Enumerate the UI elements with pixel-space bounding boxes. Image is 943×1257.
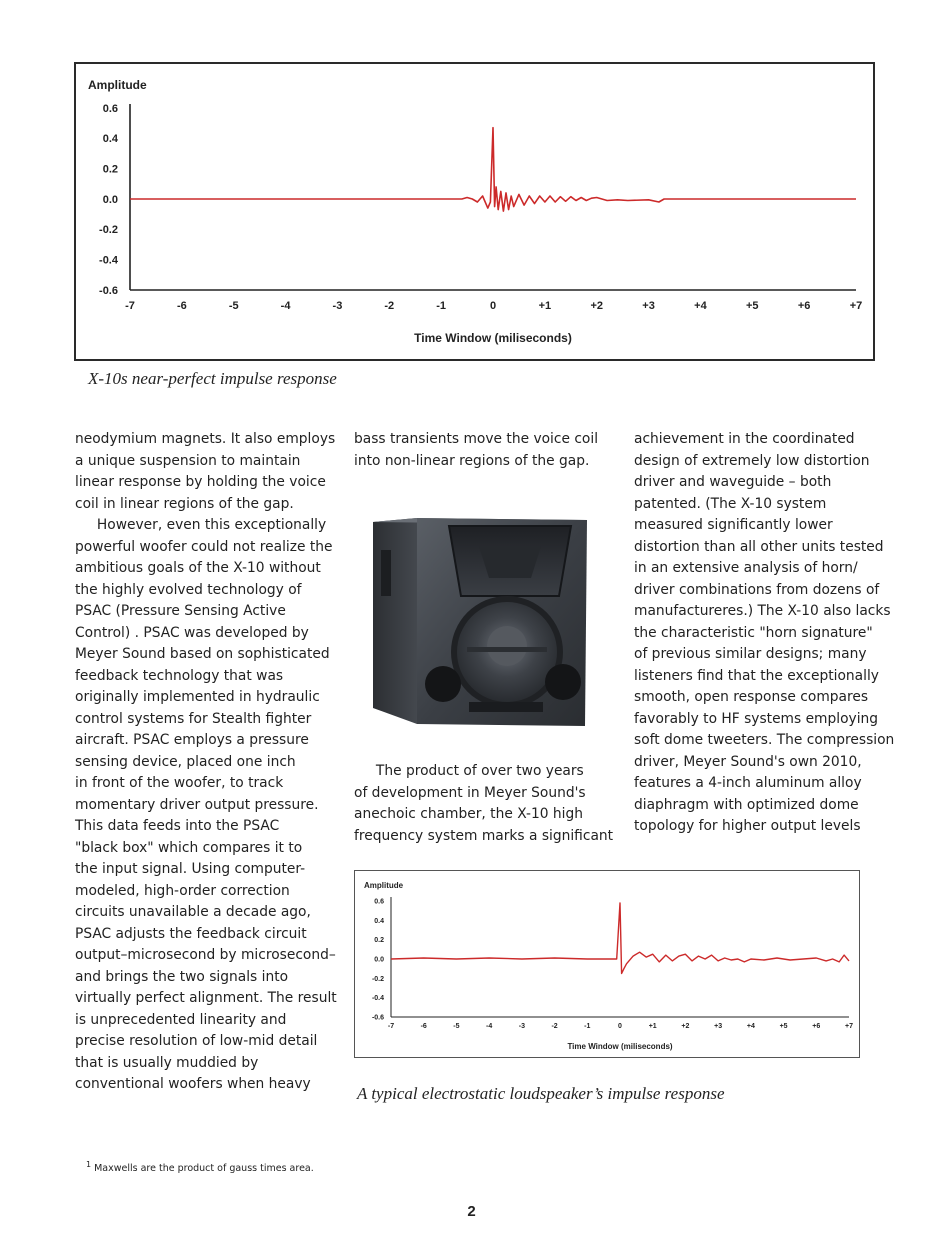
text-line: PSAC adjusts the feedback circuit (75, 925, 307, 942)
text-line: the input signal. Using computer- (75, 861, 306, 877)
x-tick-label: +2 (681, 1023, 690, 1030)
text-line: in front of the woofer, to track (75, 775, 284, 791)
text-column-3 (634, 429, 894, 838)
text-line: The product of over two years (354, 763, 584, 779)
x-tick-label: -4 (280, 300, 291, 312)
text-line: patented. (The X-10 system (634, 495, 827, 512)
x-tick-label: +5 (746, 300, 759, 312)
text-line: distortion than all other units tested (634, 538, 884, 555)
text-line: manufactureres.) The X-10 also lacks (634, 603, 891, 619)
text-line: neodymium magnets. It also employs (75, 431, 336, 447)
y-tick-label: 0.0 (102, 193, 118, 206)
x-axis-label: Time Window (miliseconds) (567, 1042, 673, 1051)
text-line: the highly evolved technology of (75, 581, 302, 598)
x-tick-label: +3 (642, 300, 655, 312)
text-column-2-bottom (354, 761, 613, 847)
y-tick-label: -0.6 (371, 1014, 384, 1022)
text-line: circuits unavailable a decade ago, (75, 904, 311, 920)
text-line: conventional woofers when heavy (75, 1076, 311, 1092)
text-line: listeners find that the exceptionally (634, 667, 879, 684)
x-tick-label: -6 (420, 1023, 427, 1030)
text-line: into non-linear regions of the gap. (354, 452, 590, 469)
text-line: control systems for Stealth fighter (75, 710, 312, 727)
text-line: of development in Meyer Sound's (354, 784, 586, 801)
x-tick-label: +1 (648, 1023, 657, 1030)
impulse-series-line (391, 903, 849, 974)
x-tick-label: -4 (486, 1023, 493, 1030)
y-tick-label: -0.2 (99, 224, 118, 237)
text-line: driver and waveguide – both (634, 474, 832, 490)
y-tick-label: 0.0 (374, 956, 384, 964)
text-line: features a 4-inch aluminum alloy (634, 775, 862, 791)
x-tick-label: +6 (812, 1023, 821, 1030)
speaker-photo (359, 516, 589, 728)
text-line: design of extremely low distortion (634, 452, 870, 469)
x-tick-label: -2 (551, 1023, 558, 1030)
text-line: PSAC (Pressure Sensing Active (75, 603, 286, 619)
x-tick-label: +5 (779, 1023, 788, 1030)
text-line: precise resolution of low-mid detail (75, 1033, 318, 1049)
text-line: bass transients move the voice coil (354, 431, 599, 447)
x-axis-label: Time Window (miliseconds) (414, 331, 572, 345)
x-tick-label: +7 (845, 1023, 853, 1030)
text-line: feedback technology that was (75, 667, 284, 684)
text-line: topology for higher output levels (634, 818, 861, 834)
x-tick-label: +4 (746, 1023, 755, 1030)
chart-svg (76, 64, 873, 359)
text-line: powerful woofer could not realize the (75, 538, 333, 555)
x-tick-label: +6 (797, 300, 811, 312)
x-tick-label: -2 (384, 300, 395, 312)
x-tick-label: -3 (518, 1023, 525, 1030)
text-line: However, even this exceptionally (75, 517, 327, 533)
text-line: measured significantly lower (634, 517, 833, 533)
x-tick-label: +4 (694, 300, 707, 312)
text-line: in an extensive analysis of horn/ (634, 560, 858, 576)
x-tick-label: -1 (584, 1023, 591, 1030)
text-line: Meyer Sound based on sophisticated (75, 646, 330, 662)
text-line: modeled, high-order correction (75, 882, 290, 899)
text-line: frequency system marks a significant (354, 827, 614, 844)
x-tick-label: 0 (618, 1023, 622, 1030)
x-tick-label: +2 (590, 300, 603, 312)
text-line: a unique suspension to maintain (75, 452, 301, 469)
text-line: linear response by holding the voice (75, 474, 326, 490)
y-tick-label: 0.4 (374, 917, 384, 925)
text-line: soft dome tweeters. The compression (634, 732, 895, 748)
x-tick-label: -3 (332, 300, 343, 312)
y-tick-label: 0.4 (102, 133, 118, 146)
x-tick-label: -6 (176, 300, 187, 312)
y-axis-label: Amplitude (88, 78, 147, 92)
x-tick-label: 0 (489, 300, 497, 312)
text-line: diaphragm with optimized dome (634, 796, 859, 813)
y-tick-label: 0.2 (102, 163, 118, 176)
text-line: and brings the two signals into (75, 968, 289, 985)
chart-svg (355, 871, 859, 1057)
text-column-2-top (354, 429, 598, 472)
y-tick-label: 0.6 (102, 102, 118, 115)
text-line: Control) . PSAC was developed by (75, 624, 309, 641)
y-tick-label: 0.2 (374, 937, 384, 945)
text-line: momentary driver output pressure. (75, 796, 319, 813)
text-line: originally implemented in hydraulic (75, 689, 320, 705)
text-line: ambitious goals of the X-10 without (75, 560, 321, 576)
text-line: driver combinations from dozens of (634, 581, 880, 598)
text-line: output–microsecond by microsecond– (75, 947, 336, 963)
x-tick-label: -5 (453, 1023, 460, 1030)
footnote (86, 1160, 314, 1174)
y-tick-label: -0.6 (99, 284, 118, 297)
page-number: 2 (467, 1203, 476, 1220)
x-tick-label: -1 (436, 300, 447, 312)
text-line: aircraft. PSAC employs a pressure (75, 732, 309, 748)
impulse-response-chart-x10 (74, 62, 875, 361)
x-tick-label: -5 (228, 300, 239, 312)
text-line: that is usually muddied by (75, 1054, 259, 1071)
text-line: favorably to HF systems employing (634, 710, 879, 727)
impulse-series-line (130, 128, 856, 211)
text-line: of previous similar designs; many (634, 646, 867, 662)
text-line: sensing device, placed one inch (75, 753, 296, 770)
x-tick-label: +1 (538, 300, 552, 312)
text-line: driver, Meyer Sound's own 2010, (634, 753, 862, 770)
text-line: virtually perfect alignment. The result (75, 990, 337, 1006)
text-line: is unprecedented linearity and (75, 1011, 287, 1028)
text-line: achievement in the coordinated (634, 431, 855, 447)
chart2-caption: A typical electrostatic loudspeaker’s impulse response (357, 1084, 725, 1103)
x-tick-label: -7 (125, 300, 135, 312)
text-line: coil in linear regions of the gap. (75, 495, 294, 512)
text-line: smooth, open response compares (634, 689, 869, 705)
chart1-caption: X-10s near-perfect impulse response (88, 369, 337, 388)
text-line: This data feeds into the PSAC (75, 818, 280, 834)
text-line: anechoic chamber, the X-10 high (354, 806, 583, 822)
y-tick-label: -0.2 (371, 975, 384, 983)
text-line: "black box" which compares it to (75, 839, 303, 856)
y-tick-label: 0.6 (374, 898, 384, 906)
text-line: the characteristic "horn signature" (634, 624, 873, 641)
footnote-text: Maxwells are the product of gauss times area. (94, 1163, 314, 1175)
impulse-response-chart-electrostatic (354, 870, 860, 1058)
y-axis-label: Amplitude (364, 881, 404, 890)
x-tick-label: +3 (714, 1023, 723, 1030)
x-tick-label: +7 (849, 300, 863, 312)
footnote-marker: 1 (86, 1160, 92, 1169)
text-column-1 (75, 429, 337, 1096)
x-tick-label: -7 (387, 1023, 395, 1030)
y-tick-label: -0.4 (99, 254, 118, 267)
y-tick-label: -0.4 (371, 995, 384, 1003)
